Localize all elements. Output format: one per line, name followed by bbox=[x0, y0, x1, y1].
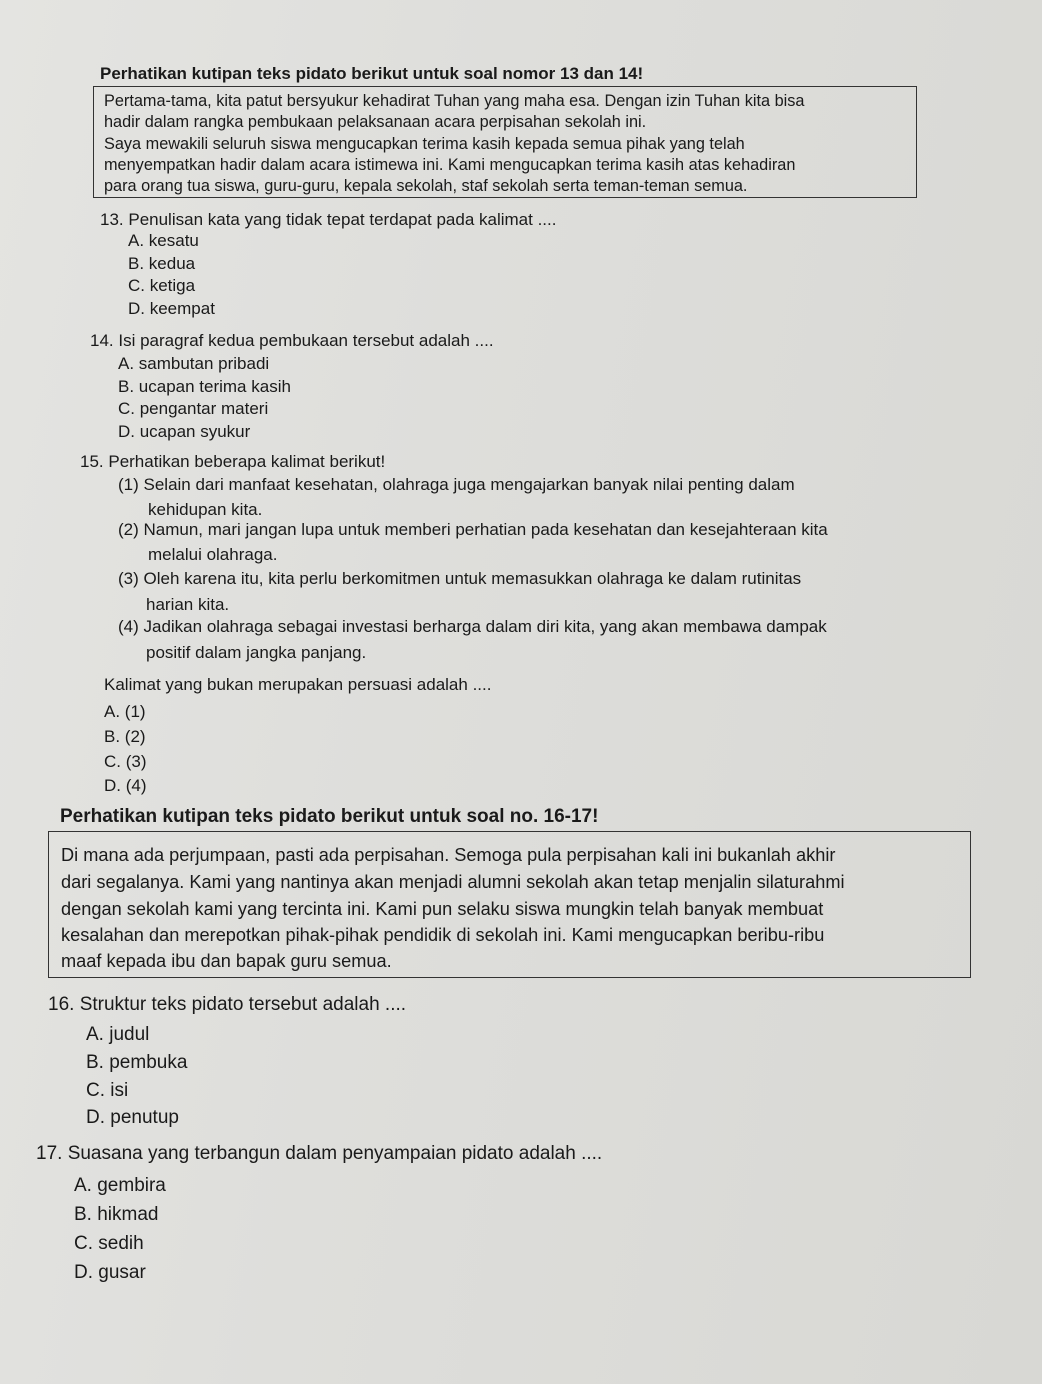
q14-option-c[interactable]: C. pengantar materi bbox=[118, 399, 269, 418]
section1-heading: Perhatikan kutipan teks pidato berikut untuk soal nomor 13 dan 14! bbox=[100, 64, 644, 83]
excerpt1-line: menyempatkan hadir dalam acara istimewa ini. Kami mengucapkan terima kasih atas kehadiran bbox=[104, 156, 796, 174]
excerpt2-line: dengan sekolah kami yang tercinta ini. Kami pun selaku siswa mungkin telah banyak membuat bbox=[61, 899, 824, 919]
q14-option-d[interactable]: D. ucapan syukur bbox=[118, 422, 251, 441]
excerpt2-line: dari segalanya. Kami yang nantinya akan menjadi alumni sekolah akan tetap menjalin silaturahmi bbox=[61, 872, 845, 892]
question-13: 13. Penulisan kata yang tidak tepat terdapat pada kalimat .... bbox=[100, 210, 557, 229]
q15-statement: (2) Namun, mari jangan lupa untuk memberi perhatian pada kesehatan dan kesejahteraan kita bbox=[118, 520, 828, 539]
q15-statement: (4) Jadikan olahraga sebagai investasi berharga dalam diri kita, yang akan membawa dampak bbox=[118, 617, 827, 636]
speech-excerpt-box-1 bbox=[93, 86, 917, 198]
q15-statement: kehidupan kita. bbox=[148, 500, 263, 519]
q14-option-a[interactable]: A. sambutan pribadi bbox=[118, 354, 270, 373]
question-14: 14. Isi paragraf kedua pembukaan tersebut adalah .... bbox=[90, 331, 494, 350]
question-17: 17. Suasana yang terbangun dalam penyampaian pidato adalah .... bbox=[36, 1143, 603, 1164]
q16-option-c[interactable]: C. isi bbox=[86, 1080, 129, 1101]
q15-statement: (3) Oleh karena itu, kita perlu berkomitmen untuk memasukkan olahraga ke dalam rutinitas bbox=[118, 569, 802, 588]
excerpt1-line: hadir dalam rangka pembukaan pelaksanaan acara perpisahan sekolah ini. bbox=[104, 113, 647, 131]
q15-statement: harian kita. bbox=[146, 595, 230, 614]
speech-excerpt-box-2 bbox=[48, 831, 971, 978]
q13-option-c[interactable]: C. ketiga bbox=[128, 276, 196, 295]
q16-option-a[interactable]: A. judul bbox=[86, 1024, 150, 1045]
q13-option-d[interactable]: D. keempat bbox=[128, 299, 215, 318]
excerpt1-line: Pertama-tama, kita patut bersyukur kehadirat Tuhan yang maha esa. Dengan izin Tuhan kita bisa bbox=[104, 92, 805, 110]
q15-statement: (1) Selain dari manfaat kesehatan, olahraga juga mengajarkan banyak nilai penting dalam bbox=[118, 475, 795, 494]
q15-statement: positif dalam jangka panjang. bbox=[146, 643, 367, 662]
question-16: 16. Struktur teks pidato tersebut adalah .... bbox=[48, 994, 407, 1015]
q17-option-c[interactable]: C. sedih bbox=[74, 1233, 144, 1254]
excerpt2-line: kesalahan dan merepotkan pihak-pihak pendidik di sekolah ini. Kami mengucapkan beribu-ribu bbox=[61, 925, 825, 945]
q17-option-b[interactable]: B. hikmad bbox=[74, 1204, 159, 1225]
q16-option-d[interactable]: D. penutup bbox=[86, 1107, 179, 1128]
excerpt2-line: Di mana ada perjumpaan, pasti ada perpisahan. Semoga pula perpisahan kali ini bukanlah akhir bbox=[61, 845, 836, 865]
q17-option-a[interactable]: A. gembira bbox=[74, 1175, 166, 1196]
excerpt1-line: para orang tua siswa, guru-guru, kepala sekolah, staf sekolah serta teman-teman semua. bbox=[104, 177, 748, 195]
section2-heading: Perhatikan kutipan teks pidato berikut untuk soal no. 16-17! bbox=[60, 806, 599, 827]
excerpt1-line: Saya mewakili seluruh siswa mengucapkan terima kasih kepada semua pihak yang telah bbox=[104, 135, 745, 153]
q13-option-a[interactable]: A. kesatu bbox=[128, 231, 199, 250]
q15-statement: melalui olahraga. bbox=[148, 545, 278, 564]
q15-option-d[interactable]: D. (4) bbox=[104, 776, 147, 795]
excerpt2-line: maaf kepada ibu dan bapak guru semua. bbox=[61, 951, 392, 971]
q15-prompt: Kalimat yang bukan merupakan persuasi adalah .... bbox=[104, 675, 492, 694]
q16-option-b[interactable]: B. pembuka bbox=[86, 1052, 188, 1073]
question-15: 15. Perhatikan beberapa kalimat berikut! bbox=[80, 452, 386, 471]
q13-option-b[interactable]: B. kedua bbox=[128, 254, 196, 273]
q15-option-a[interactable]: A. (1) bbox=[104, 702, 146, 721]
q14-option-b[interactable]: B. ucapan terima kasih bbox=[118, 377, 291, 396]
q15-option-b[interactable]: B. (2) bbox=[104, 727, 146, 746]
q15-option-c[interactable]: C. (3) bbox=[104, 752, 147, 771]
q17-option-d[interactable]: D. gusar bbox=[74, 1262, 146, 1283]
